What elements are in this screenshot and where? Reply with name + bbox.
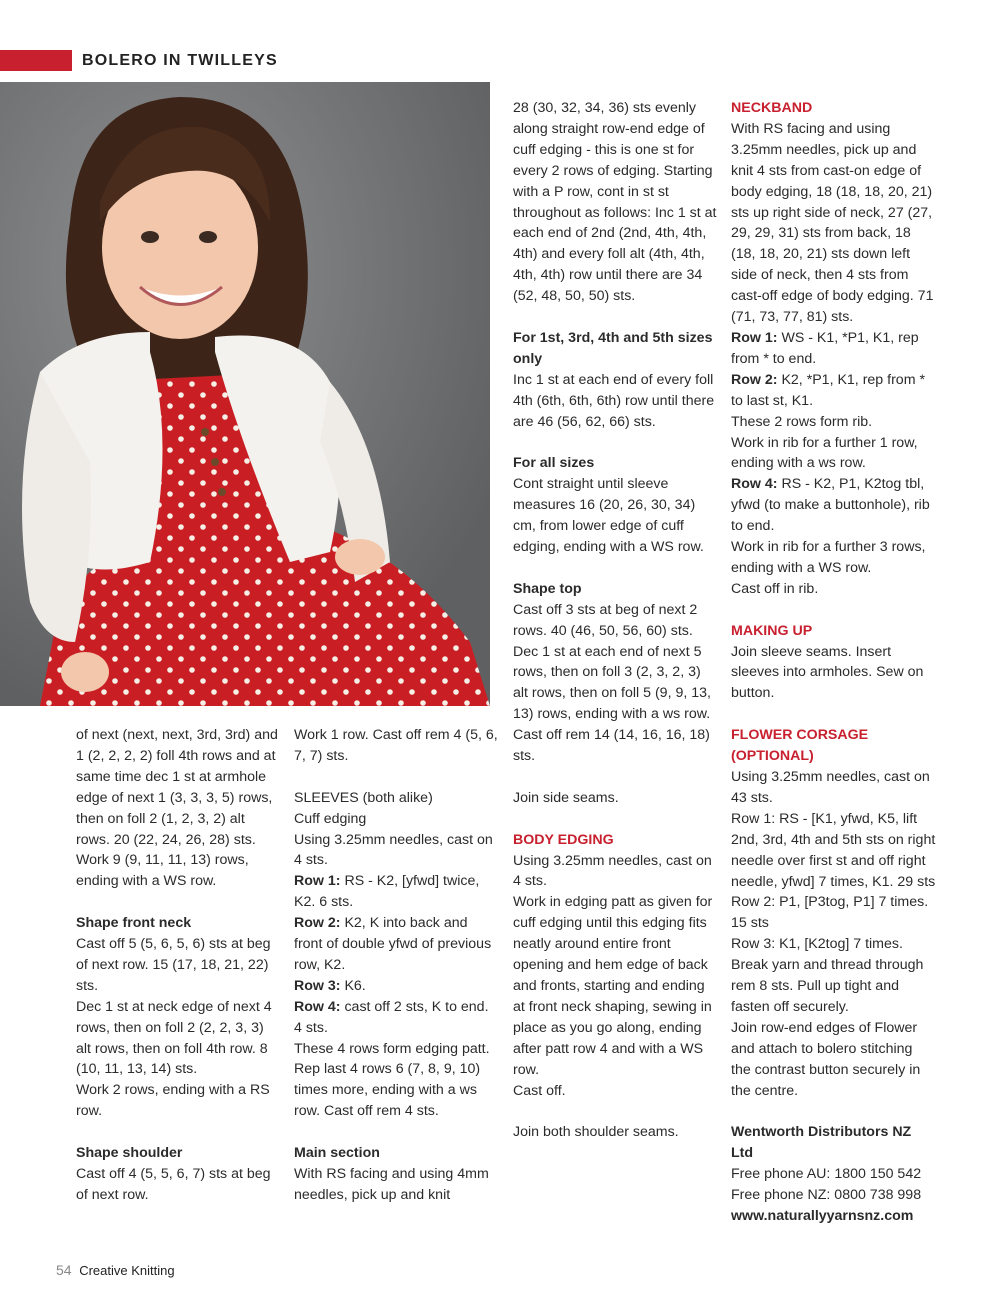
paragraph: Row 2: P1, [P3tog, P1] 7 times. 15 sts xyxy=(731,894,929,932)
paragraph: Join sleeve seams. Insert sleeves into armholes. Sew on button. xyxy=(731,643,924,702)
row-label: Row 4: xyxy=(731,476,778,493)
paragraph: These 4 rows form edging patt. xyxy=(294,1040,490,1057)
header-accent-bar xyxy=(0,50,72,71)
paragraph: Work in rib for a further 1 row, ending with a ws row. xyxy=(731,434,918,472)
row-label: Row 2: xyxy=(731,371,778,388)
paragraph: Break yarn and thread through rem 8 sts. Pull up tight and fasten off securely. xyxy=(731,957,924,1015)
page-footer xyxy=(56,1262,175,1278)
text-column-3 xyxy=(513,98,718,1143)
paragraph: Cont straight until sleeve measures 16 (20, 26, 30, 34) cm, from lower edge of cuff edging, ending with a WS row. xyxy=(513,476,704,555)
paragraph: Using 3.25mm needles, cast on 43 sts. xyxy=(731,768,930,806)
section-heading: NECKBAND xyxy=(731,100,813,116)
paragraph: Cast off rem 14 (14, 16, 16, 18) sts. xyxy=(513,727,710,765)
section-heading: FLOWER CORSAGE (OPTIONAL) xyxy=(731,727,869,765)
row-instruction xyxy=(294,976,499,997)
paragraph: With RS facing and using 3.25mm needles, pick up and knit 4 sts from cast-on edge of body edging, 18 (18, 18, 20, 21) sts up right side of neck, 27 (27, 29, 29, 31) sts from back, 18 (18, 18, 20, 21) sts down left side of neck, then 4 sts from cast-off edge of body edging. 71 (71, 73, 77, 81) sts. xyxy=(731,120,934,326)
paragraph: Row 3: K1, [K2tog] 7 times. xyxy=(731,936,903,953)
paragraph: Join row-end edges of Flower and attach to bolero stitching the contrast button securely in the centre. xyxy=(731,1019,921,1099)
paragraph: Join both shoulder seams. xyxy=(513,1124,679,1141)
row-label: Row 1: xyxy=(731,329,778,346)
text-column-1 xyxy=(76,725,281,1206)
paragraph: Work 1 row. Cast off rem 4 (5, 6, 7, 7) sts. xyxy=(294,727,498,764)
row-instruction xyxy=(731,474,936,537)
row-text: cast off 2 sts, K to end. 4 sts. xyxy=(294,998,489,1036)
paragraph: Using 3.25mm needles, cast on 4 sts. xyxy=(294,831,493,869)
paragraph: Row 1: RS - [K1, yfwd, K5, lift 2nd, 3rd, 4th and 5th sts on right needle over first st and off right needle, yfwd] 7 times, K1. 29 sts xyxy=(731,810,936,890)
row-text: RS - K2, P1, K2tog tbl, yfwd (to make a buttonhole), rib to end. xyxy=(731,476,930,535)
girl-in-white-bolero-photo xyxy=(0,82,490,706)
paragraph: With RS facing and using 4mm needles, pick up and knit xyxy=(294,1166,489,1203)
text-column-2 xyxy=(294,725,499,1206)
paragraph: These 2 rows form rib. xyxy=(731,413,873,430)
paragraph: Inc 1 st at each end of every foll 4th (6th, 6th, 6th) row until there are 46 (56, 62, 66) sts. xyxy=(513,371,715,430)
row-instruction xyxy=(731,328,936,370)
row-instruction xyxy=(294,913,499,976)
row-text: K6. xyxy=(340,977,366,994)
paragraph: Cast off. xyxy=(513,1082,566,1099)
magazine-name: Creative Knitting xyxy=(79,1263,175,1278)
paragraph: Cast off 3 sts at beg of next 2 rows. 40 (46, 50, 56, 60) sts. Dec 1 st at each end of next 5 rows, then on foll 3 (2, 3, 2, 3) alt rows, then on foll 5 (9, 9, 13, 13) rows, ending with a ws row. xyxy=(513,601,711,723)
paragraph: Using 3.25mm needles, cast on 4 sts. xyxy=(513,852,712,890)
subheading: Main section xyxy=(294,1145,380,1162)
row-label: Row 1: xyxy=(294,873,341,890)
website-link[interactable]: www.naturallyyarnsnz.com xyxy=(731,1207,914,1224)
paragraph: Rep last 4 rows 6 (7, 8, 9, 10) times more, ending with a ws row. Cast off rem 4 sts. xyxy=(294,1061,481,1120)
text-column-4 xyxy=(731,98,936,1227)
subheading: For all sizes xyxy=(513,455,595,472)
paragraph: Join side seams. xyxy=(513,789,619,806)
paragraph: Work in rib for a further 3 rows, ending with a WS row. xyxy=(731,539,926,576)
page-number: 54 xyxy=(56,1262,72,1278)
paragraph: Cast off in rib. xyxy=(731,580,819,597)
paragraph: Work 2 rows, ending with a RS row. xyxy=(76,1082,270,1120)
paragraph: Work 9 (9, 11, 11, 13) rows, ending with a WS row. xyxy=(76,852,249,890)
subheading: Shape top xyxy=(513,580,582,597)
subheading: For 1st, 3rd, 4th and 5th sizes only xyxy=(513,329,713,367)
row-text: WS - K1, *P1, K1, rep from * to end. xyxy=(731,329,919,367)
row-label: Row 3: xyxy=(294,977,341,994)
subheading: Shape shoulder xyxy=(76,1145,183,1162)
paragraph: Cuff edging xyxy=(294,810,367,827)
row-instruction xyxy=(731,370,936,412)
paragraph: Dec 1 st at neck edge of next 4 rows, then on foll 2 (2, 2, 3, 3) alt rows, then on foll 4th row. 8 (10, 11, 13, 14) sts. xyxy=(76,998,272,1078)
section-heading: MAKING UP xyxy=(731,622,813,639)
row-text: K2, K into back and front of double yfwd of previous row, K2. xyxy=(294,915,492,973)
paragraph: Cast off 5 (5, 6, 5, 6) sts at beg of next row. 15 (17, 18, 21, 22) sts. xyxy=(76,936,271,994)
row-text: RS - K2, [yfwd] twice, K2. 6 sts. xyxy=(294,873,480,911)
paragraph: of next (next, next, 3rd, 3rd) and 1 (2, 2, 2, 2) foll 4th rows and at same time dec 1 st at armhole edge of next 1 (3, 3, 3, 5) rows, then on foll 2 (1, 2, 3, 2) alt rows. 20 (22, 24, 26, 28) sts. xyxy=(76,727,278,848)
paragraph: 28 (30, 32, 34, 36) sts evenly along straight row-end edge of cuff edging - this is one st for every 2 rows of edging. Starting with a P row, cont in st st throughout as follows: Inc 1 st at each end of 2nd (2nd, 4th, 4th, 4th) and every foll alt (4th, 4th, 4th, 4th) row until there are 34 (52, 48, 50, 50) sts. xyxy=(513,100,717,305)
row-text: K2, *P1, K1, rep from * to last st, K1. xyxy=(731,371,925,409)
row-instruction xyxy=(294,997,499,1039)
section-heading: SLEEVES (both alike) xyxy=(294,789,433,806)
distributor-name: Wentworth Distributors NZ Ltd xyxy=(731,1124,912,1162)
row-label: Row 2: xyxy=(294,915,341,932)
page-title: BOLERO IN TWILLEYS xyxy=(82,52,278,69)
subheading: Shape front neck xyxy=(76,915,192,932)
row-instruction xyxy=(294,871,499,913)
phone-au: Free phone AU: 1800 150 542 xyxy=(731,1166,922,1183)
section-heading: BODY EDGING xyxy=(513,831,614,848)
row-label: Row 4: xyxy=(294,998,341,1015)
phone-nz: Free phone NZ: 0800 738 998 xyxy=(731,1187,922,1204)
paragraph: Work in edging patt as given for cuff edging until this edging fits neatly around entire front opening and hem edge of back and fronts, starting and ending at front neck shaping, sewing in place as you go along, ending after patt row 4 and with a WS row. xyxy=(513,894,713,1078)
paragraph: Cast off 4 (5, 5, 6, 7) sts at beg of next row. xyxy=(76,1166,271,1203)
